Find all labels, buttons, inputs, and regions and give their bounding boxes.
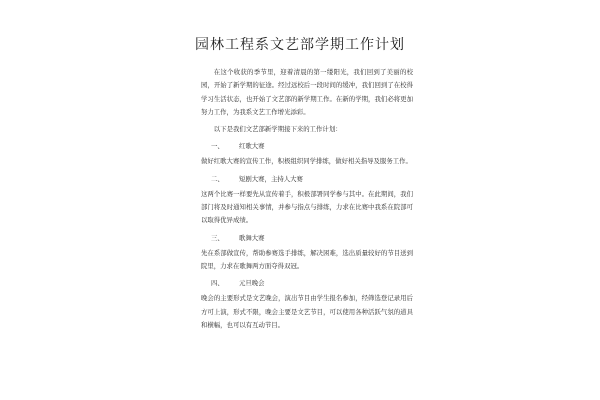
section-title: 歌舞大赛	[239, 233, 265, 242]
plan-lead-paragraph: 以下是我们文艺部新学期接下来的工作计划：	[213, 125, 342, 134]
section-title: 元旦晚会	[239, 279, 265, 288]
section-paragraph: 这两个比赛一样要先从宣传着手，积极部署同学参与其中。在此期间，我们部门将及时通知相关事情，并参与指点与排练，力求在比赛中我系在院部可以取得优异成绩。	[201, 189, 413, 225]
section-heading	[201, 277, 413, 289]
section-heading	[201, 173, 413, 185]
section-number: 四、	[211, 279, 224, 288]
section-number: 二、	[211, 174, 224, 183]
intro-paragraph: 在这个收获的季节里，迎着清晨的第一缕阳光，我们回到了美丽的校园，开始了新学期的征途。经过远校后一段时间的缓冲，我们回到了在校得学习生活状态，也开始了文艺部的新学期工作。在新的学期，我们必将更加努力工作，为我系文艺工作增光添彩。	[201, 68, 413, 116]
section-heading	[201, 232, 413, 244]
document-body	[201, 66, 413, 336]
section-number: 三、	[211, 233, 224, 242]
section-paragraph: 先在系部做宣传，帮助参赛选手排练，解决困难，选出质量较好的节目送到院里，力求在歌舞两方面夺得双冠。	[201, 248, 413, 270]
section-title: 红歌大赛	[239, 142, 265, 151]
section-heading	[201, 140, 413, 152]
section-number: 一、	[211, 142, 224, 151]
section-title: 短剧大赛，主持人大赛	[239, 174, 303, 183]
section-paragraph: 做好红歌大赛的宣传工作，积极组织同学排练，做好相关指导及服务工作。	[201, 157, 412, 166]
document-title: 园林工程系文艺部学期工作计划	[195, 37, 405, 53]
section-paragraph: 晚会的主要形式是文艺晚会，演出节目由学生报名参加，经筛选登记录用后方可上演，形式不限，晚会主要是文艺节目，可以使用各种活跃气氛的道具和横幅，也可以有互动节目。	[201, 294, 413, 329]
